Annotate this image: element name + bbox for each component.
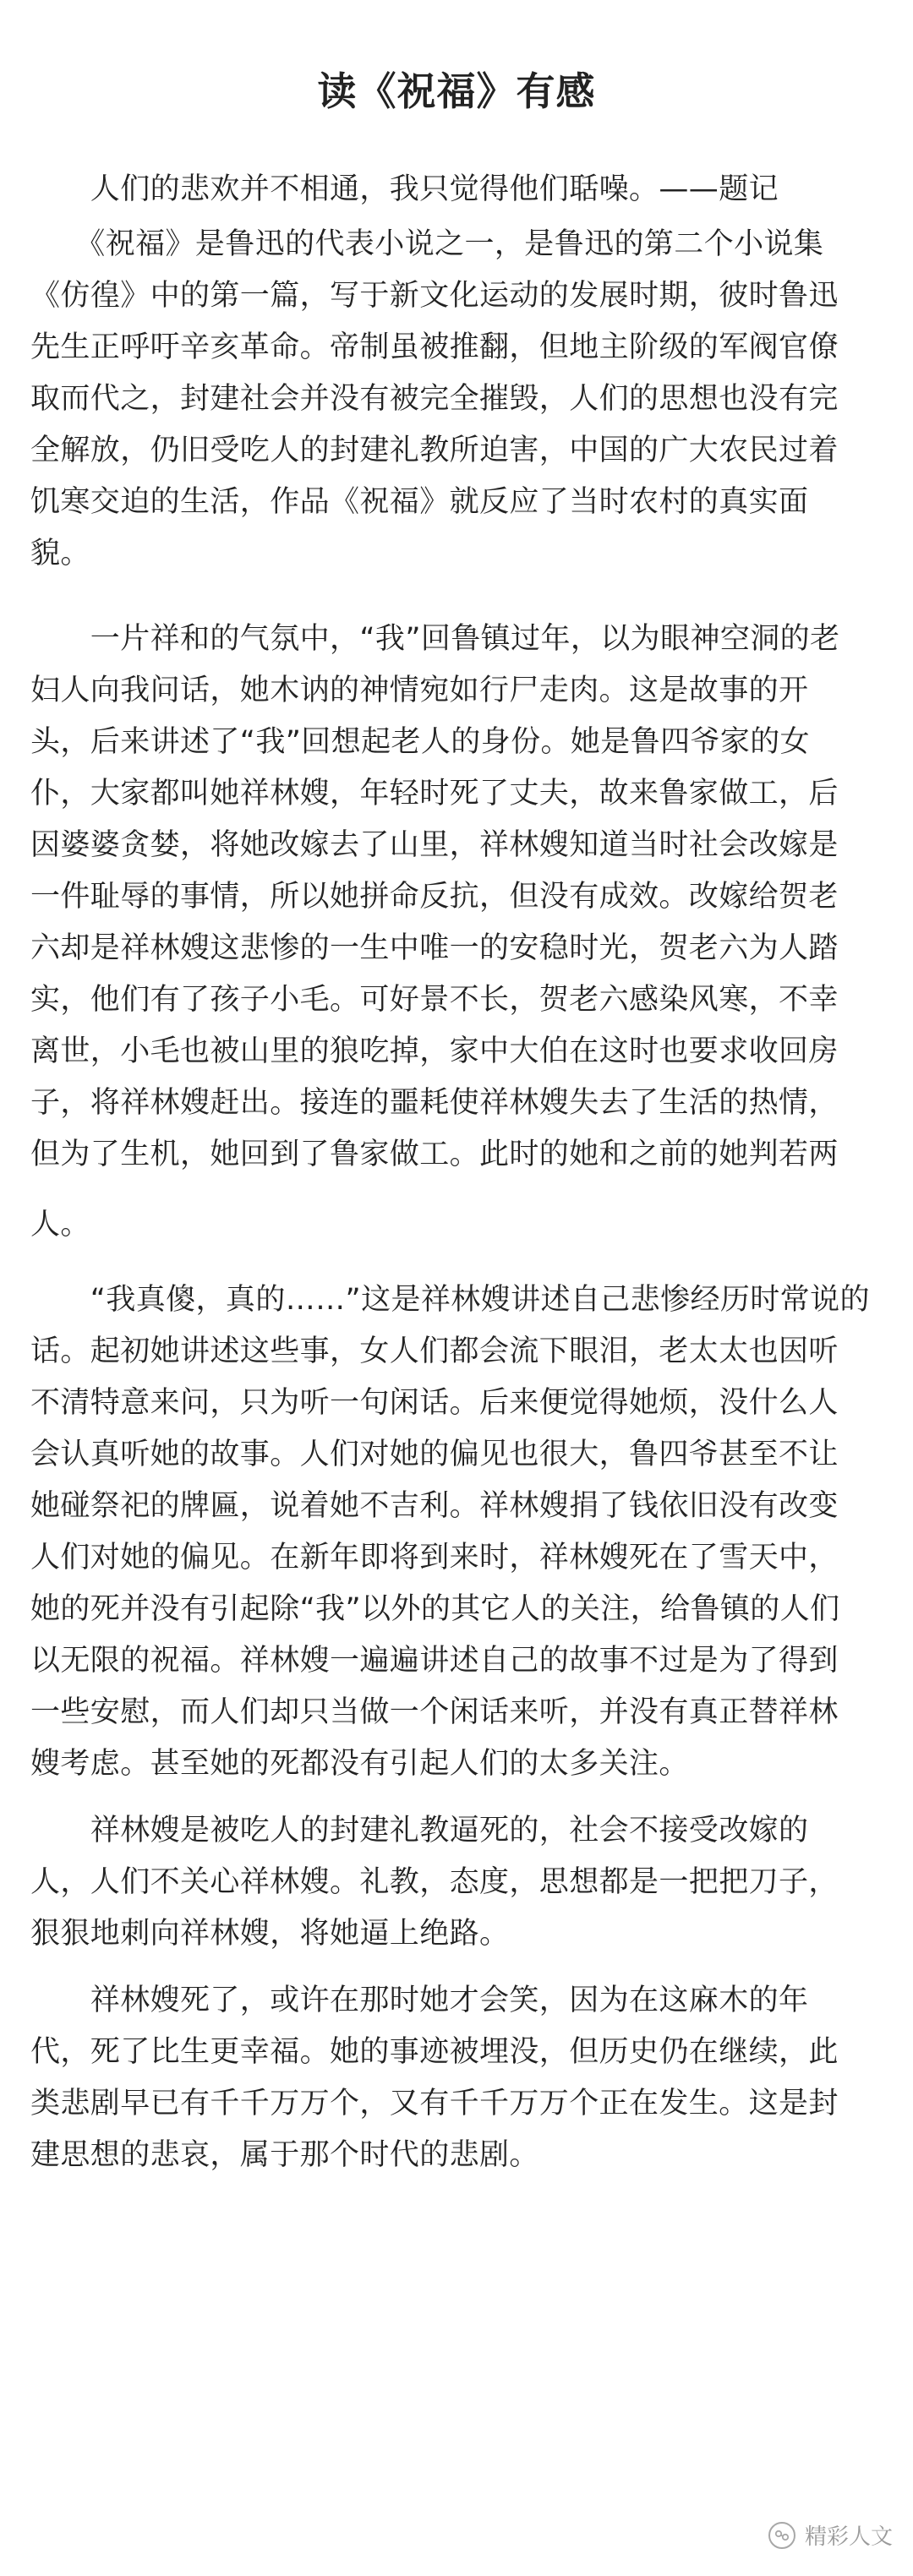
text-line: 狠狠地刺向祥林嫂，将她逼上绝路。 <box>30 1917 510 1951</box>
text-line: 但为了生机，她回到了鲁家做工。此时的她和之前的她判若两 <box>30 1138 839 1171</box>
text-line: 《仿徨》中的第一篇，写于新文化运动的发展时期，彼时鲁迅 <box>30 279 839 313</box>
text-line: 子，将祥林嫂赶出。接连的噩耗使祥林嫂失去了生活的热情， <box>30 1086 839 1120</box>
text-line: 实，他们有了孩子小毛。可好景不长，贺老六感染风寒，不幸 <box>30 983 839 1017</box>
text-line: 不清特意来问，只为听一句闲话。后来便觉得她烦，没什么人 <box>30 1386 839 1420</box>
paragraph-gap <box>30 580 883 614</box>
paragraph-gap <box>30 1251 883 1274</box>
paragraph-complaint <box>30 1274 883 1790</box>
paragraph-intro <box>30 219 883 580</box>
text-line: 妇人向我问话，她木讷的神情宛如行尸走肉。这是故事的开 <box>30 674 809 707</box>
text-line: 仆，大家都叫她祥林嫂，年轻时死了丈夫，故来鲁家做工，后 <box>30 777 839 810</box>
text-line: 先生正呼吁辛亥革命。帝制虽被推翻，但地主阶级的军阀官僚 <box>30 330 839 364</box>
text-line: 因婆婆贪婪，将她改嫁去了山里，祥林嫂知道当时社会改嫁是 <box>30 828 839 862</box>
text-line: 祥林嫂死了，或许在那时她才会笑，因为在这麻木的年 <box>30 1984 809 2017</box>
text-line: 建思想的悲哀，属于那个时代的悲剧。 <box>30 2138 539 2172</box>
text-line: 人，人们不关心祥林嫂。礼教，态度，思想都是一把把刀子， <box>30 1865 839 1899</box>
text-line: 离世，小毛也被山里的狼吃掉，家中大伯在这时也要求收回房 <box>30 1034 839 1068</box>
wechat-official-account-icon <box>768 2521 796 2550</box>
text-line: 饥寒交迫的生活，作品《祝福》就反应了当时农村的真实面 <box>30 485 809 519</box>
text-line: 她碰祭祀的牌匾，说着她不吉利。祥林嫂捐了钱依旧没有改变 <box>30 1489 839 1523</box>
paragraph-cause <box>30 1805 883 1960</box>
text-line: 头，后来讲述了“我”回想起老人的身份。她是鲁四爷家的女 <box>30 725 811 759</box>
paragraph-gap <box>30 1790 883 1805</box>
paragraph-story <box>30 614 883 1251</box>
watermark <box>768 2519 893 2551</box>
text-line: 会认真听她的故事。人们对她的偏见也很大，鲁四爷甚至不让 <box>30 1438 839 1471</box>
text-line: 六却是祥林嫂这悲惨的一生中唯一的安稳时光，贺老六为人踏 <box>30 931 839 965</box>
text-line: 祥林嫂是被吃人的封建礼教逼死的，社会不接受改嫁的 <box>30 1814 809 1847</box>
text-line: 一件耻辱的事情，所以她拼命反抗，但没有成效。改嫁给贺老 <box>30 880 839 914</box>
text-line: 人们对她的偏见。在新年即将到来时，祥林嫂死在了雪天中， <box>30 1541 839 1575</box>
text-line: 话。起初她讲述这些事，女人们都会流下眼泪，老太太也因听 <box>30 1334 839 1368</box>
paragraph-epigraph <box>30 164 883 216</box>
text-line: 代，死了比生更幸福。她的事迹被埋没，但历史仍在继续，此 <box>30 2035 839 2069</box>
text-line: 取而代之，封建社会并没有被完全摧毁，人们的思想也没有完 <box>30 382 839 416</box>
text-line: 一些安慰，而人们却只当做一个闲话来听，并没有真正替祥林 <box>30 1695 839 1729</box>
text-line: 类悲剧早已有千千万万个，又有千千万万个正在发生。这是封 <box>30 2087 839 2120</box>
text-line: 她的死并没有引起除“我”以外的其它人的关注，给鲁镇的人们 <box>30 1592 840 1626</box>
text-line: 貌。 <box>30 537 90 570</box>
watermark-text: 精彩人文 <box>804 2524 893 2550</box>
article-body <box>30 164 883 2181</box>
text-line: 《祝福》是鲁迅的代表小说之一，是鲁迅的第二个小说集 <box>30 227 824 261</box>
text-line: 以无限的祝福。祥林嫂一遍遍讲述自己的故事不过是为了得到 <box>30 1644 839 1678</box>
text-line: 人。 <box>30 1208 90 1242</box>
paragraph-conclusion <box>30 1975 883 2181</box>
text-line: 一片祥和的气氛中，“我”回鲁镇过年，以为眼神空洞的老 <box>30 622 840 656</box>
paragraph-gap <box>30 1960 883 1975</box>
text-line: “我真傻，真的……”这是祥林嫂讲述自己悲惨经历时常说的 <box>30 1283 870 1317</box>
text-line: 全解放，仍旧受吃人的封建礼教所迫害，中国的广大农民过着 <box>30 434 839 467</box>
text-line: 嫂考虑。甚至她的死都没有引起人们的太多关注。 <box>30 1747 689 1781</box>
document-title: 读《祝福》有感 <box>317 68 596 114</box>
text-line: 人们的悲欢并不相通，我只觉得他们聒噪。——题记 <box>30 172 779 206</box>
